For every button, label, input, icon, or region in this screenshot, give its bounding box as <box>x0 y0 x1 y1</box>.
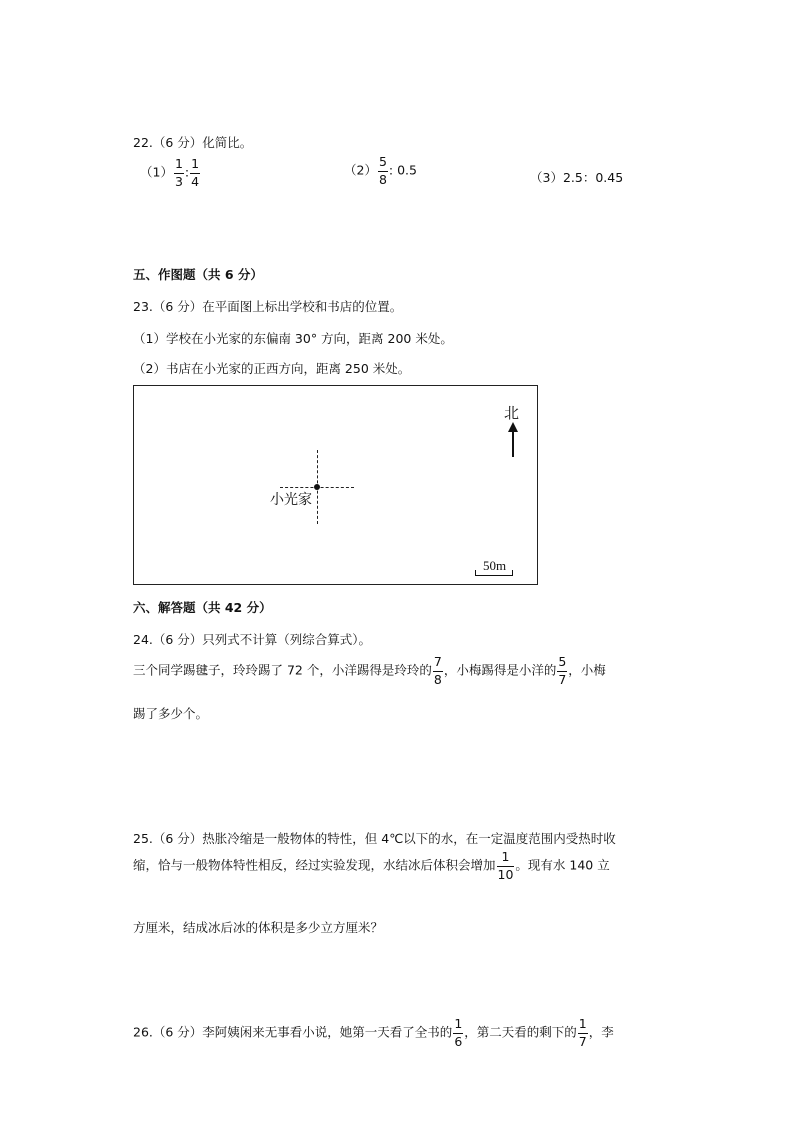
ratio-colon: : <box>184 164 190 180</box>
fraction: $\frac{1}{6}$ <box>454 1016 463 1049</box>
q22-part2 <box>344 156 417 186</box>
q25-line1: 25.（6 分）热胀冷缩是一般物体的特性，但 4℃以下的水，在一定温度范围内受热时收 <box>133 831 616 846</box>
q25-text-a: 缩，恰与一般物体特性相反，经过实验发现，水结冰后体积会增加 <box>133 857 496 873</box>
fraction: $\frac{1}{10}$ <box>497 849 514 882</box>
q22-part1 <box>140 158 201 188</box>
q24-line1 <box>133 656 606 686</box>
q25-text-b: 。现有水 140 立 <box>515 857 610 873</box>
fraction: $\frac{1}{3}$ <box>174 156 183 189</box>
q25-line2 <box>133 851 610 881</box>
q26-text-b: ，第二天看的剩下的 <box>464 1024 577 1040</box>
scale-bar <box>475 570 513 576</box>
q25-line3: 方厘米，结成冰后冰的体积是多少立方厘米？ <box>133 920 384 935</box>
fraction: $\frac{1}{4}$ <box>191 156 200 189</box>
q24-text-c: ，小梅 <box>568 662 606 678</box>
q24-line2: 踢了多少个。 <box>133 706 209 721</box>
q23-line1: （1）学校在小光家的东偏南 30° 方向，距离 200 米处。 <box>133 331 453 346</box>
q23-line2: （2）书店在小光家的正西方向，距离 250 米处。 <box>133 361 411 376</box>
scale-label: 50m <box>483 558 507 573</box>
q22-title: 22.（6 分）化简比。 <box>133 135 253 150</box>
fraction: $\frac{5}{8}$ <box>378 154 387 187</box>
north-label: 北 <box>504 404 520 422</box>
q26-text-c: ，李 <box>588 1024 614 1040</box>
q22-part3: （3）2.5：0.45 <box>530 170 624 185</box>
q26-text-a: 26.（6 分）李阿姨闲来无事看小说，她第一天看了全书的 <box>133 1024 453 1040</box>
fraction: $\frac{7}{8}$ <box>433 654 442 687</box>
q24-text-b: ，小梅踢得是小洋的 <box>443 662 557 678</box>
q22-part2-label: （2） <box>344 162 377 178</box>
home-label: 小光家 <box>270 492 312 508</box>
q23-title: 23.（6 分）在平面图上标出学校和书店的位置。 <box>133 299 403 314</box>
q22-part2-rest: : 0.5 <box>388 162 417 178</box>
section-5-heading: 五、作图题（共 6 分） <box>133 267 263 282</box>
q26-line1 <box>133 1018 614 1048</box>
plan-map <box>133 385 538 585</box>
section-6-heading: 六、解答题（共 42 分） <box>133 600 272 615</box>
q22-part1-label: （1） <box>140 164 173 180</box>
fraction: $\frac{5}{7}$ <box>558 654 567 687</box>
home-point <box>314 484 320 490</box>
q24-title: 24.（6 分）只列式不计算（列综合算式）。 <box>133 632 372 647</box>
q24-text-a: 三个同学踢毽子，玲玲踢了 72 个，小洋踢得是玲玲的 <box>133 662 432 678</box>
fraction: $\frac{1}{7}$ <box>578 1016 587 1049</box>
